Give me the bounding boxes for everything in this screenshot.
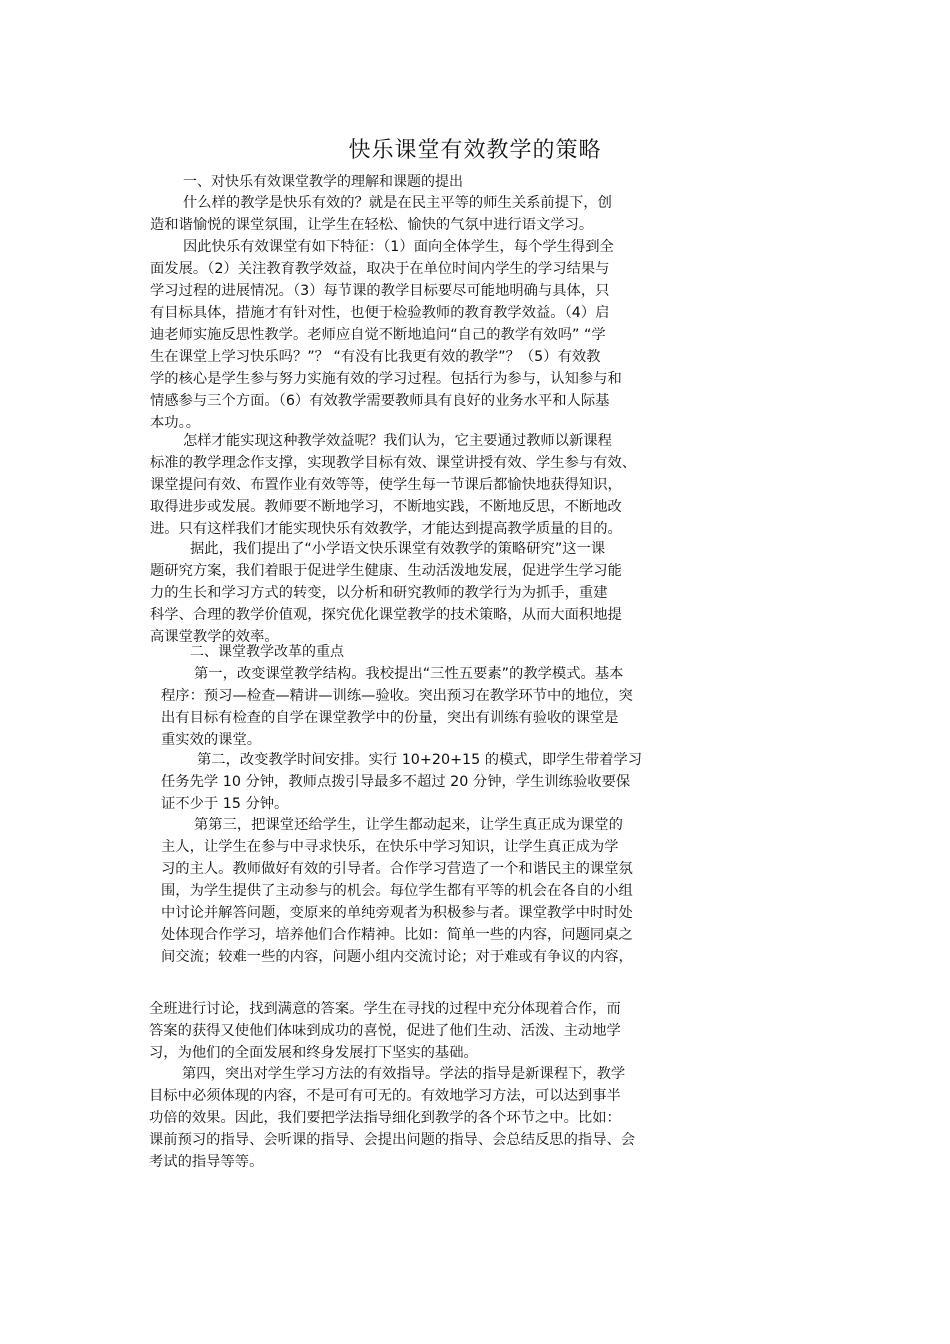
paragraph-4 — [150, 538, 622, 648]
paragraph-line: 有目标具体，措施才有针对性，也便于检验教师的教育教学效益。（4）启 — [150, 305, 610, 321]
paragraph-line: 处体现合作学习，培养他们合作精神。比如：简单一些的内容，问题同桌之 — [161, 927, 633, 943]
paragraph-line: 面发展。（2）关注教育教学效益，取决于在单位时间内学生的学习结果与 — [150, 261, 610, 277]
paragraph-line: 第一，改变课堂教学结构。我校提出“三性五要素”的教学模式。基本 — [194, 666, 624, 682]
paragraph-5 — [161, 663, 633, 751]
paragraph-line: 第二，改变教学时间安排。实行 10+20+15 的模式，即学生带着学习 — [197, 752, 643, 768]
paragraph-3 — [150, 430, 636, 540]
paragraph-line: 第四，突出对学生学习方法的有效指导。学法的指导是新课程下，教学 — [182, 1066, 626, 1082]
section-heading-1: 一、对快乐有效课堂教学的理解和课题的提出 — [183, 174, 463, 190]
paragraph-line: 学习过程的进展情况。（3）每节课的教学目标要尽可能地明确与具体，只 — [150, 283, 610, 299]
paragraph-line: 重实效的课堂。 — [161, 732, 262, 748]
paragraph-line: 答案的获得又使他们体味到成功的喜悦，促进了他们生动、活泼、主动地学 — [149, 1023, 621, 1039]
paragraph-line: 任务先学 10 分钟，教师点拨引导最多不超过 20 分钟，学生训练验收要保 — [161, 774, 631, 790]
paragraph-line: 主人，让学生在参与中寻求快乐，在快乐中学习知识，让学生真正成为学 — [161, 839, 619, 855]
paragraph-line: 取得进步或发展。教师要不断地学习，不断地实践，不断地反思，不断地改 — [150, 499, 622, 515]
paragraph-8 — [149, 1063, 635, 1173]
paragraph-7-continued — [149, 998, 621, 1064]
paragraph-line: 考试的指导等等。 — [149, 1154, 264, 1170]
paragraph-line: 怎样才能实现这种教学效益呢？我们认为，它主要通过教师以新课程 — [183, 433, 612, 449]
paragraph-line: 出有目标有检查的自学在课堂教学中的份量，突出有训练有验收的课堂是 — [161, 710, 619, 726]
paragraph-line: 力的生长和学习方式的转变，以分析和研究教师的教学行为为抓手，重建 — [150, 585, 608, 601]
paragraph-line: 什么样的教学是快乐有效的？就是在民主平等的师生关系前提下，创 — [183, 195, 612, 211]
paragraph-line: 进。只有这样我们才能实现快乐有效教学，才能达到提高教学质量的目的。 — [150, 521, 622, 537]
paragraph-line: 高课堂教学的效率。 — [150, 629, 279, 645]
paragraph-line: 学的核心是学生参与努力实施有效的学习过程。包括行为参与，认知参与和 — [150, 371, 622, 387]
paragraph-line: 程序：预习—检查—精讲—训练—验收。突出预习在教学环节中的地位，突 — [161, 688, 633, 704]
paragraph-line: 习的主人。教师做好有效的引导者。合作学习营造了一个和谐民主的课堂氛 — [161, 861, 633, 877]
paragraph-line: 目标中必须体现的内容，不是可有可无的。有效地学习方法，可以达到事半 — [149, 1088, 621, 1104]
section-heading-2: 二、课堂教学改革的重点 — [190, 644, 344, 660]
paragraph-line: 全班进行讨论，找到满意的答案。学生在寻找的过程中充分体现着合作，而 — [149, 1001, 621, 1017]
paragraph-line: 围，为学生提供了主动参与的机会。每位学生都有平等的机会在各自的小组 — [161, 883, 633, 899]
paragraph-line: 本功。。 — [150, 415, 201, 431]
paragraph-line: 间交流；较难一些的内容，问题小组内交流讨论；对于难或有争议的内容， — [161, 949, 633, 965]
paragraph-line: 题研究方案，我们着眼于促进学生健康、生动活泼地发展，促进学生学习能 — [150, 563, 622, 579]
paragraph-line: 功倍的效果。因此，我们要把学法指导细化到教学的各个环节之中。比如： — [149, 1110, 621, 1126]
paragraph-line: 证不少于 15 分钟。 — [161, 796, 289, 812]
paragraph-6 — [161, 749, 642, 815]
paragraph-line: 标准的教学理念作支撑，实现教学目标有效、课堂讲授有效、学生参与有效、 — [150, 455, 637, 471]
paragraph-2 — [150, 236, 622, 434]
paragraph-line: 情感参与三个方面。（6）有效教学需要教师具有良好的业务水平和人际基 — [150, 393, 610, 409]
paragraph-7 — [161, 814, 633, 968]
paragraph-line: 课前预习的指导、会听课的指导、会提出问题的指导、会总结反思的指导、会 — [149, 1132, 636, 1148]
paragraph-line: 习，为他们的全面发展和终身发展打下坚实的基础。 — [149, 1045, 478, 1061]
paragraph-1 — [150, 192, 612, 236]
paragraph-line: 因此快乐有效课堂有如下特征：（1）面向全体学生，每个学生得到全 — [183, 239, 614, 255]
paragraph-line: 迪老师实施反思性教学。老师应自觉不断地追问“自己的教学有效吗” “学 — [150, 327, 606, 343]
paragraph-line: 造和谐愉悦的课堂氛围，让学生在轻松、愉快的气氛中进行语文学习。 — [150, 217, 594, 233]
paragraph-line: 生在课堂上学习快乐吗？”？ “有没有比我更有效的教学”？（5）有效教 — [150, 349, 601, 365]
paragraph-line: 科学、合理的教学价值观，探究优化课堂教学的技术策略，从而大面积地提 — [150, 607, 622, 623]
paragraph-line: 课堂提问有效、布置作业有效等等，使学生每一节课后都愉快地获得知识， — [150, 477, 622, 493]
paragraph-line: 据此，我们提出了“小学语文快乐课堂有效教学的策略研究”这一课 — [190, 541, 606, 557]
paragraph-line: 中讨论并解答问题，变原来的单纯旁观者为积极参与者。课堂教学中时时处 — [161, 905, 633, 921]
document-title: 快乐课堂有效教学的策略 — [348, 138, 602, 163]
paragraph-line: 第第三，把课堂还给学生，让学生都动起来，让学生真正成为课堂的 — [194, 817, 623, 833]
